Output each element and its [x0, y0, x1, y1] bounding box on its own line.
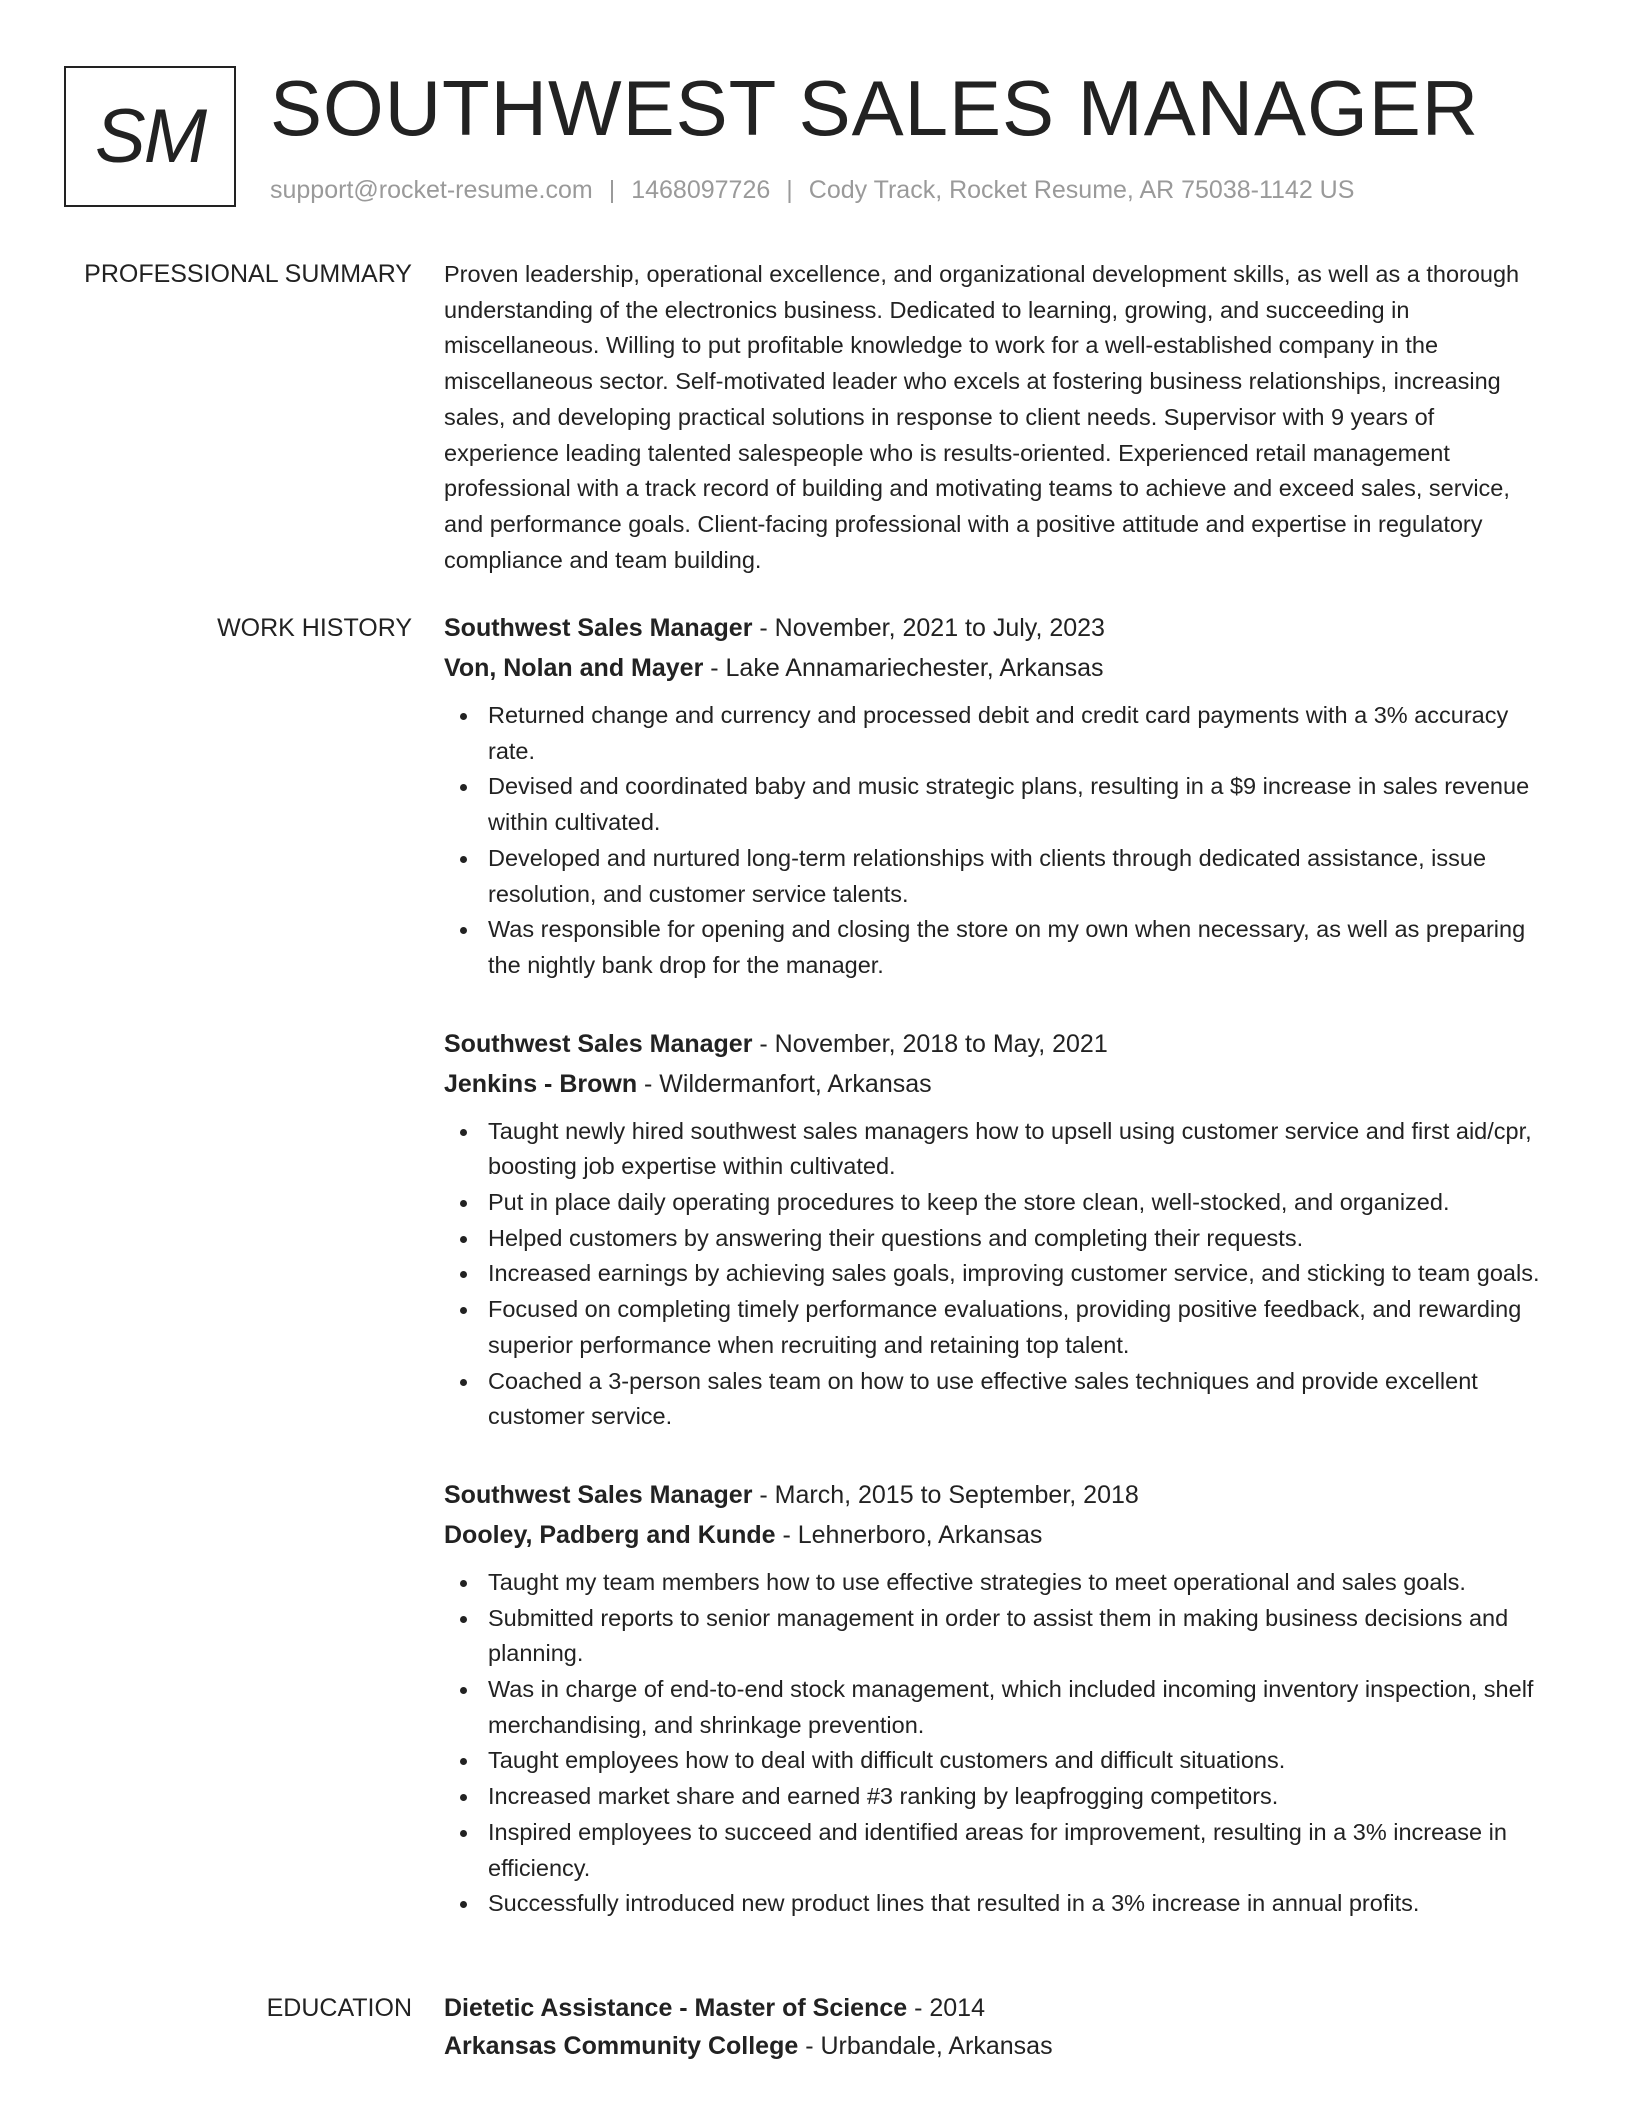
bullet-dot-icon [460, 1200, 467, 1207]
job-company: Von, Nolan and Mayer [444, 654, 704, 682]
bullet-dot-icon [460, 1687, 467, 1694]
summary-body [444, 257, 1554, 578]
job-title: Southwest Sales Manager [444, 614, 753, 642]
bullet-dot-icon [460, 1580, 467, 1587]
work-history-heading: WORK HISTORY [217, 614, 412, 642]
education-heading: EDUCATION [266, 1994, 412, 2022]
job-location: - Lehnerboro, Arkansas [775, 1520, 1043, 1549]
job-dates: - November, 2018 to May, 2021 [752, 1029, 1108, 1058]
job-bullet: Taught employees how to deal with difficult customers and difficult situations. [444, 1743, 1554, 1779]
bullet-dot-icon [460, 1758, 467, 1765]
bullet-dot-icon [460, 1830, 467, 1837]
job-title: Southwest Sales Manager [444, 1029, 753, 1058]
job-bullet: Increased market share and earned #3 ranking by leapfrogging competitors. [444, 1779, 1554, 1815]
job-entry [444, 1475, 1554, 1922]
summary-heading: PROFESSIONAL SUMMARY [84, 260, 412, 288]
contact-address: Cody Track, Rocket Resume, AR 75038-1142 US [808, 176, 1355, 204]
job-bullets [444, 698, 1554, 984]
bullet-dot-icon [460, 1271, 467, 1278]
bullet-dot-icon [460, 1794, 467, 1801]
contact-phone: 1468097726 [631, 176, 771, 204]
job-company-line [444, 1064, 1554, 1104]
education-school: Arkansas Community College [444, 2032, 799, 2060]
initials-monogram: SM [64, 66, 236, 207]
job-company-line [444, 1515, 1554, 1555]
job-entry [444, 608, 1554, 984]
job-title-line [444, 1024, 1554, 1064]
job-bullet: Was responsible for opening and closing the store on my own when necessary, as well as preparing the nightly bank drop for the manager. [444, 912, 1554, 983]
contact-separator: | [608, 176, 616, 204]
bullet-dot-icon [460, 1236, 467, 1243]
job-company-line [444, 648, 1554, 688]
bullet-dot-icon [460, 713, 467, 720]
job-location: - Lake Annamariechester, Arkansas [703, 654, 1104, 682]
job-bullet: Successfully introduced new product lines that resulted in a 3% increase in annual profits. [444, 1886, 1554, 1922]
bullet-dot-icon [460, 1901, 467, 1908]
job-bullet: Developed and nurtured long-term relationships with clients through dedicated assistance, issue resolution, and customer service talents. [444, 841, 1554, 912]
job-bullet: Submitted reports to senior management in order to assist them in making business decisions and planning. [444, 1601, 1554, 1672]
education-year: - 2014 [907, 1994, 985, 2022]
bullet-dot-icon [460, 1379, 467, 1386]
job-bullet: Inspired employees to succeed and identified areas for improvement, resulting in a 3% increase in efficiency. [444, 1815, 1554, 1886]
bullet-dot-icon [460, 1129, 467, 1136]
candidate-name: SOUTHWEST SALES MANAGER [270, 64, 1480, 152]
education-school-line [444, 2027, 1554, 2065]
job-title-line [444, 608, 1554, 648]
work-history-body [444, 608, 1554, 1962]
job-dates: - November, 2021 to July, 2023 [752, 614, 1105, 642]
job-bullet: Was in charge of end-to-end stock management, which included incoming inventory inspection, shelf merchandising, and shrinkage prevention. [444, 1672, 1554, 1743]
education-degree: Dietetic Assistance - Master of Science [444, 1994, 908, 2022]
job-title-line [444, 1475, 1554, 1515]
job-entry [444, 1024, 1554, 1435]
education-body [444, 1989, 1554, 2065]
job-bullet: Focused on completing timely performance evaluations, providing positive feedback, and rewarding superior performance when recruiting and retaining top talent. [444, 1292, 1554, 1363]
bullet-dot-icon [460, 856, 467, 863]
job-bullet: Put in place daily operating procedures to keep the store clean, well-stocked, and organized. [444, 1185, 1554, 1221]
bullet-dot-icon [460, 927, 467, 934]
job-title: Southwest Sales Manager [444, 1480, 753, 1509]
resume-header [64, 66, 1584, 211]
contact-separator: | [786, 176, 793, 204]
bullet-dot-icon [460, 784, 467, 791]
job-company: Dooley, Padberg and Kunde [444, 1520, 776, 1549]
job-bullets [444, 1565, 1554, 1922]
job-dates: - March, 2015 to September, 2018 [752, 1480, 1139, 1509]
job-company: Jenkins - Brown [444, 1069, 638, 1098]
education-degree-line [444, 1989, 1554, 2027]
contact-line [270, 174, 1354, 207]
bullet-dot-icon [460, 1307, 467, 1314]
job-bullets [444, 1114, 1554, 1435]
job-bullet: Devised and coordinated baby and music strategic plans, resulting in a $9 increase in sales revenue within cultivated. [444, 769, 1554, 840]
job-bullet: Coached a 3-person sales team on how to use effective sales techniques and provide excellent customer service. [444, 1364, 1554, 1435]
job-bullet: Taught newly hired southwest sales managers how to upsell using customer service and first aid/cpr, boosting job expertise within cultivated. [444, 1114, 1554, 1185]
bullet-dot-icon [460, 1616, 467, 1623]
education-location: - Urbandale, Arkansas [798, 2032, 1053, 2060]
job-bullet: Helped customers by answering their questions and completing their requests. [444, 1221, 1554, 1257]
summary-text: Proven leadership, operational excellence, and organizational development skills, as well as a thorough understanding of the electronics business. Dedicated to learning, growing, and succeeding in miscellaneous. Willing to put profitable knowledge to work for a well-established company in the miscellaneous sector. Self-motivated leader who excels at fostering business relationships, increasing sales, and developing practical solutions in response to client needs. Supervisor with 9 years of experience leading talented salespeople who is results-oriented. Experienced retail management professional with a track record of building and motivating teams to achieve and exceed sales, service, and performance goals. Client-facing professional with a positive attitude and expertise in regulatory compliance and team building. [444, 261, 1520, 573]
job-bullet: Increased earnings by achieving sales goals, improving customer service, and sticking to team goals. [444, 1256, 1554, 1292]
job-bullet: Returned change and currency and processed debit and credit card payments with a 3% accuracy rate. [444, 698, 1554, 769]
job-location: - Wildermanfort, Arkansas [637, 1069, 932, 1098]
job-bullet: Taught my team members how to use effective strategies to meet operational and sales goals. [444, 1565, 1554, 1601]
contact-email: support@rocket-resume.com [270, 176, 593, 204]
